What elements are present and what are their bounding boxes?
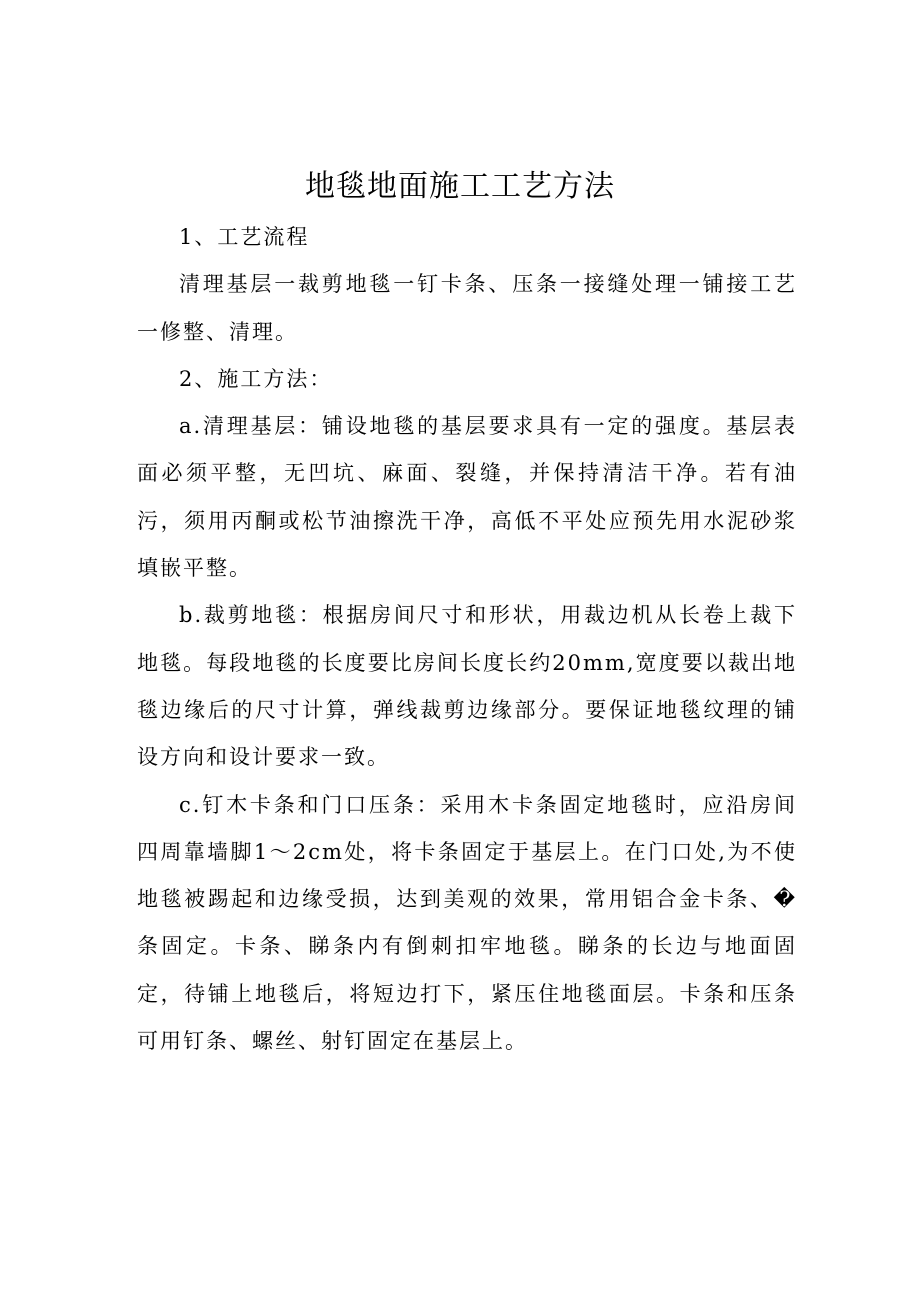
- document-title: 地毯地面施工工艺方法: [305, 169, 615, 204]
- method-b-paragraph: b.裁剪地毯：根据房间尺寸和形状，用裁边机从长卷上裁下地毯。每段地毯的长度要比房间长度长约20mm,宽度要以裁出地毯边缘后的尺寸计算，弹线裁剪边缘部分。要保证地毯纹理的铺设方向和设计要求一致。: [137, 603, 797, 770]
- section-heading-process: 1、工艺流程: [179, 225, 310, 249]
- process-flow-paragraph: 清理基层一裁剪地毯一钉卡条、压条一接缝处理一铺接工艺一修整、清理。: [137, 272, 797, 344]
- section-heading-method: 2、施工方法：: [179, 366, 333, 391]
- method-a-paragraph: a.清理基层：铺设地毯的基层要求具有一定的强度。基层表面必须平整，无凹坑、麻面、裂缝，并保持清洁干净。若有油污，须用丙酮或松节油擦洗干净，高低不平处应预先用水泥砂浆填嵌平整。: [137, 414, 797, 581]
- method-c-paragraph: c.钉木卡条和门口压条：采用木卡条固定地毯时，应沿房间四周靠墙脚1～2cm处，将卡条固定于基层上。在门口处,为不使地毯被踢起和边缘受损，达到美观的效果，常用铝合金卡条、�条固定。卡条、睇条内有倒刺扣牢地毯。睇条的长边与地面固定，待铺上地毯后，将短边打下，紧压住地毯面层。卡条和压条可用钉条、螺丝、射钉固定在基层上。: [137, 792, 797, 1054]
- document-body: [137, 214, 797, 1065]
